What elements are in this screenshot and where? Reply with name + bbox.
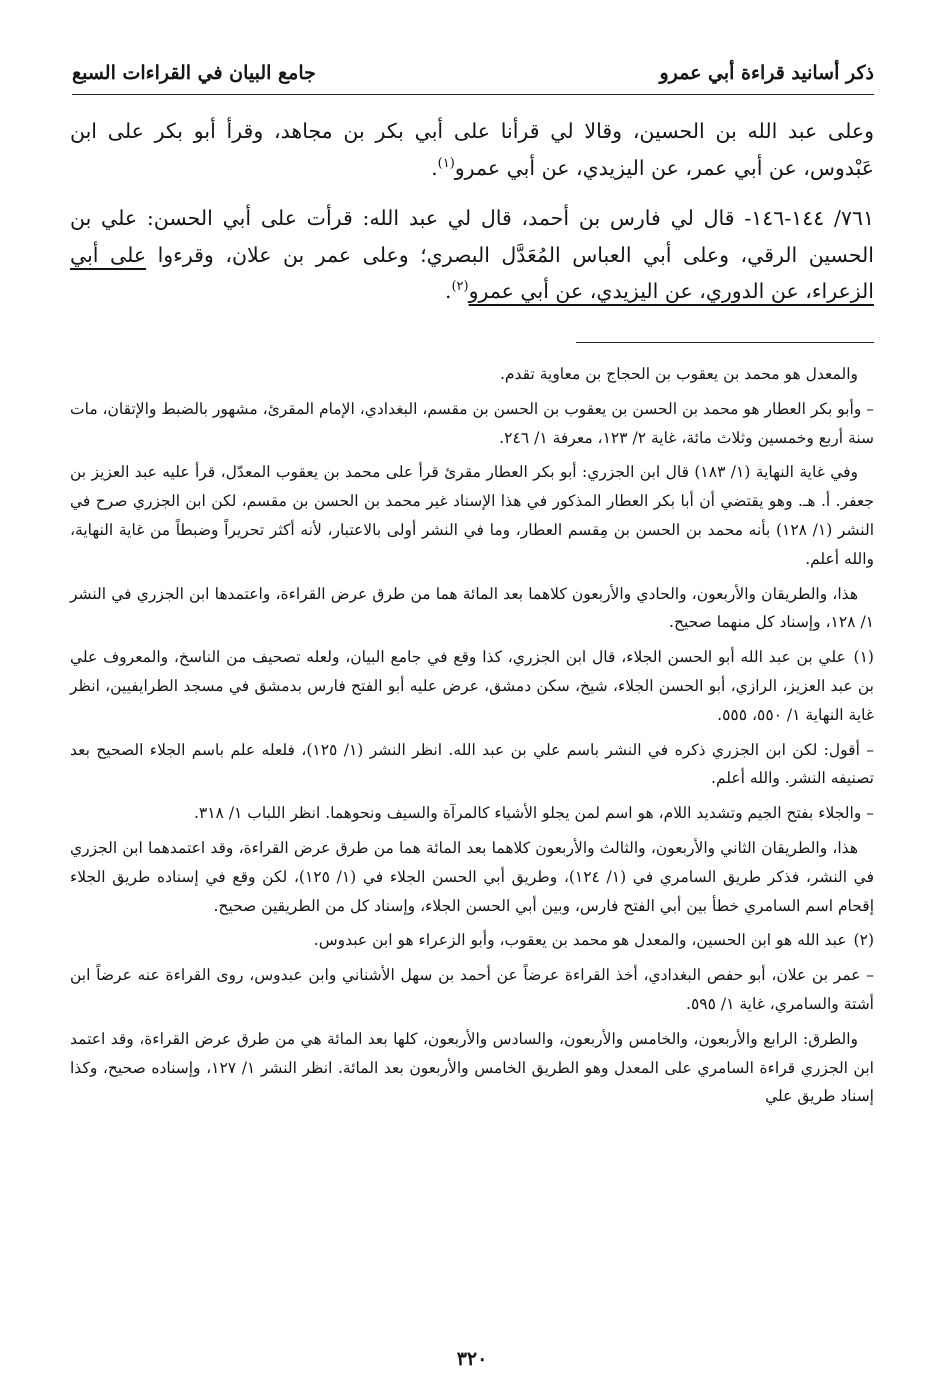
footnote-ref-2[interactable]: (٢) — [451, 279, 469, 295]
note-paragraph — [70, 395, 874, 453]
note-text: وفي غاية النهاية (١/ ١٨٣) قال ابن الجزري: أبو بكر العطار مقرئ قرأ على محمد بن يعقوب المعدّل، قرأ عليه عبد العزيز بن جعفر. أ. هـ. وهو يقتضي أن أبا بكر العطار المذكور في هذا الإسناد غير محمد بن الحسن بن مقسم، لكن ابن الجزري صرح في النشر (١/ ١٢٨) بأنه محمد بن الحسن بن مِقسم العطار، وما في النشر أولى بالاعتبار، لأنه أكثر تحريراً وضبطاً من غاية النهاية، والله أعلم. — [70, 463, 874, 568]
note-paragraph — [70, 458, 874, 573]
main-paragraph — [70, 113, 874, 186]
note-text: – عمر بن علان، أبو حفص البغدادي، أخذ القراءة عرضاً عن أحمد بن سهل الأشناني وابن عبدوس، روى القراءة عنه عرضاً ابن أشتة والسامري، غاية ١/ ٥٩٥. — [70, 966, 874, 1013]
footnote-1 — [70, 643, 874, 729]
note-paragraph — [70, 1025, 874, 1111]
header-rule — [72, 94, 874, 95]
note-paragraph — [70, 580, 874, 638]
main-text — [70, 113, 874, 310]
footnote-number: (١) — [853, 648, 874, 667]
page-number: ٣٢٠ — [456, 1348, 488, 1370]
note-text: – وأبو بكر العطار هو محمد بن الحسن بن يعقوب بن الحسن بن مقسم، البغدادي، الإمام المقرئ، مشهور بالضبط والإتقان، مات سنة أربع وخمسين وثلاث مائة، غاية ٢/ ١٢٣، معرفة ١/ ٢٤٦. — [70, 399, 874, 447]
note-paragraph — [70, 799, 874, 828]
chapter-title: ذكر أسانيد قراءة أبي عمرو — [659, 62, 874, 84]
book-title: جامع البيان في القراءات السبع — [72, 62, 316, 84]
main-paragraph-end: . — [444, 279, 452, 303]
note-text: – والجلاء بفتح الجيم وتشديد اللام، هو اسم لمن يجلو الأشياء كالمرآة والسيف ونحوهما. انظر اللباب ١/ ٣١٨. — [193, 804, 874, 823]
main-paragraph — [70, 200, 874, 310]
footnote-separator — [576, 342, 874, 343]
note-text: هذا، والطريقان الثاني والأربعون، والثالث والأربعون كلاهما بعد المائة هما من طرق عرض القراءة، وقد اعتمدهما ابن الجزري في النشر، فذكر طريق السامري في (١/ ١٢٤)، وطريق أبي الحسن الجلاء في (١/ ١٢٥)، لكن وقع في إسناده طريق الجلاء إقحام اسم السامري خطأ بين أبي الفتح فارس، وبين أبي الحسن الجلاء، وإسناد كل من الطريقين صحيح. — [70, 838, 875, 915]
note-paragraph — [70, 834, 874, 920]
note-text: والمعدل هو محمد بن يعقوب بن الحجاج بن معاوية تقدم. — [499, 365, 858, 383]
note-text: هذا، والطريقان والأربعون، والحادي والأربعون كلاهما بعد المائة هما من طرق عرض القراءة، واعتمدها ابن الجزري في النشر ١/ ١٢٨، وإسناد كل منهما صحيح. — [70, 584, 874, 632]
running-header — [72, 60, 874, 94]
note-paragraph — [70, 360, 874, 389]
note-text: عبد الله هو ابن الحسين، والمعدل هو محمد بن يعقوب، وأبو الزعراء هو ابن عبدوس. — [313, 931, 847, 950]
footnote-ref-1[interactable]: (١) — [437, 155, 455, 171]
footnotes — [70, 360, 874, 1117]
note-paragraph — [70, 961, 874, 1019]
main-paragraph-text: ٧٦١/ ١٤٤-١٤٦- قال لي فارس بن أحمد، قال لي عبد الله: قرأت على أبي الحسن: علي بن الحسين الرقي، وعلى أبي العباس المُعَدَّل البصري؛ وعلى عمر بن علان، وقرءوا — [70, 206, 874, 267]
note-text: – أقول: لكن ابن الجزري ذكره في النشر باسم علي بن عبد الله. انظر النشر (١/ ١٢٥)، فلعله علم باسم الجلاء الصحيح بعد تصنيفه النشر. والله أعلم. — [70, 740, 875, 788]
note-paragraph — [70, 736, 874, 794]
main-paragraph-text: وعلى عبد الله بن الحسين، وقالا لي قرأنا على أبي بكر بن مجاهد، وقرأ أبو بكر على ابن عَبْدوس، عن أبي عمر، عن اليزيدي، عن أبي عمرو — [70, 119, 874, 180]
note-text: والطرق: الرابع والأربعون، والخامس والأربعون، والسادس والأربعون، كلها بعد المائة هي من طرق عرض القراءة، وقد اعتمد ابن الجزري قراءة السامري على المعدل وهو الطريق الخامس والأربعون بعد المائة. انظر النشر ١/ ١٢٧، وإسناده صحيح، وكذا إسناد طريق علي — [70, 1029, 874, 1106]
underlined-chain: على أبي الزعراء، عن الدوري، عن اليزيدي، عن أبي عمرو — [70, 242, 874, 303]
note-text: علي بن عبد الله أبو الحسن الجلاء، قال ابن الجزري، كذا وقع في جامع البيان، ولعله تصحيف من الناسخ، والمعروف علي بن عبد العزيز، الرازي، أبو الحسن الجلاء، شيخ، سكن دمشق، عرض عليه أبو الفتح فارس بدمشق في مسجد الطرايفيين، انظر غاية النهاية ١/ ٥٥٠، ٥٥٥. — [70, 648, 874, 724]
main-paragraph-end: . — [431, 155, 438, 180]
footnote-2 — [70, 926, 874, 955]
footnote-number: (٢) — [853, 931, 874, 950]
